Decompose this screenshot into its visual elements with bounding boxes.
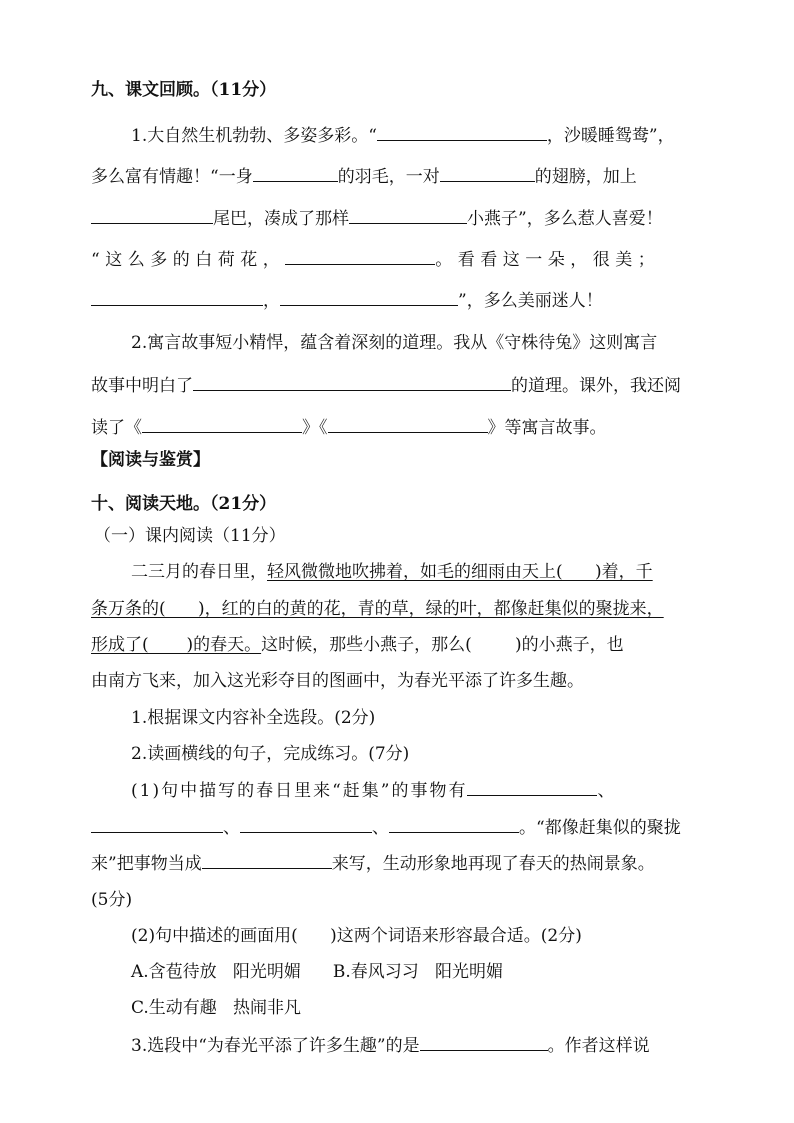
q9-1-text: 。看看这一朵，很美； — [435, 250, 661, 270]
q9-1-line4 — [91, 249, 660, 270]
answer-blank[interactable] — [285, 249, 435, 265]
section10-subheading: （一）课内阅读（11分） — [94, 526, 286, 546]
answer-blank[interactable] — [202, 853, 332, 869]
q9-1-text: ， — [263, 291, 280, 311]
q9-2-line1: 2.寓言故事短小精悍，蕴含着深刻的道理。我从《守株待兔》这则寓言 — [131, 333, 658, 353]
section9-heading: 九、课文回顾。（11分） — [91, 80, 277, 100]
q9-2-line3 — [91, 417, 607, 438]
q9-1-text: 多么富有情趣！“一身 — [91, 167, 253, 187]
q9-1-line3 — [91, 208, 663, 229]
answer-blank[interactable] — [91, 208, 213, 224]
q10-1: 1.根据课文内容补全选段。(2分) — [131, 708, 376, 728]
q9-1-text: 1.大自然生机勃勃、多姿多彩。“ — [131, 126, 377, 146]
q10-2-1-text: 、 — [223, 818, 240, 838]
q10-2-1-score: (5分) — [91, 890, 133, 910]
q9-1-text: 尾巴，凑成了那样 — [213, 209, 349, 229]
passage-line2: 条万条的( )，红的白的黄的花，青的草，绿的叶，都像赶集似的聚拢来， — [91, 599, 664, 619]
q10-2: 2.读画横线的句子，完成练习。(7分) — [131, 744, 410, 764]
q9-1-text: 的翅膀，加上 — [534, 167, 637, 187]
q9-1-text: ”，多么美丽迷人！ — [458, 291, 603, 311]
answer-blank[interactable] — [240, 817, 372, 833]
option-b-text[interactable]: B.春风习习 阳光明媚 — [332, 962, 504, 982]
q9-1-line1 — [131, 125, 675, 146]
q10-2-1-text: 、 — [597, 781, 617, 801]
q9-1-text: 小燕子”，多么惹人喜爱！ — [467, 209, 663, 229]
q10-2-1-text: 、 — [372, 818, 389, 838]
q10-3-text: 3.选段中“为春光平添了许多生趣”的是 — [131, 1036, 420, 1056]
q10-3-text: 。作者这样说 — [547, 1036, 650, 1056]
q10-2-1-line1 — [131, 780, 616, 801]
option-c[interactable]: C.生动有趣 热闹非凡 — [131, 998, 302, 1018]
q10-2-1-line2 — [91, 817, 681, 838]
q9-2-text: 》《 — [302, 418, 328, 438]
q10-2-1-text: 来”把事物当成 — [91, 854, 202, 874]
passage-line4: 由南方飞来，加入这光彩夺目的图画中，为春光平添了许多生趣。 — [91, 671, 584, 691]
answer-blank[interactable] — [91, 290, 263, 306]
answer-blank[interactable] — [467, 780, 597, 796]
answer-blank[interactable] — [142, 417, 302, 433]
answer-blank[interactable] — [328, 417, 488, 433]
q9-2-text: 读了《 — [91, 418, 142, 438]
answer-blank[interactable] — [377, 125, 547, 141]
passage-text: 这时候，那些小燕子，那么( )的小燕子，也 — [261, 635, 624, 655]
answer-blank[interactable] — [280, 290, 458, 306]
option-a[interactable] — [131, 962, 503, 982]
answer-blank[interactable] — [440, 166, 535, 182]
q10-2-1-text: (1)句中描写的春日里来“赶集”的事物有 — [131, 781, 468, 801]
q9-2-text: 故事中明白了 — [91, 376, 193, 396]
q10-3 — [131, 1035, 650, 1056]
answer-blank[interactable] — [253, 166, 338, 182]
q9-2-text: 的道理。课外，我还阅 — [511, 376, 681, 396]
answer-blank[interactable] — [91, 817, 223, 833]
option-a-text: A.含苞待放 阳光明媚 — [131, 962, 301, 982]
answer-blank[interactable] — [389, 817, 519, 833]
passage-line3 — [91, 635, 624, 655]
reading-header: 【阅读与鉴赏】 — [91, 450, 210, 470]
q9-1-line2 — [91, 166, 637, 187]
underlined-sentence: 轻风微微地吹拂着，如毛的细雨由天上( )着，千 — [267, 562, 653, 582]
q10-2-2: (2)句中描述的画面用( )这两个词语来形容最合适。(2分) — [131, 926, 582, 946]
q10-2-1-text: 来写，生动形象地再现了春天的热闹景象。 — [331, 854, 655, 874]
q9-1-text: 的羽毛，一对 — [337, 167, 440, 187]
q9-1-text: “这么多的白荷花， — [91, 250, 286, 270]
underlined-sentence: 形成了( )的春天。 — [91, 635, 262, 655]
q9-1-text: ，沙暖睡鸳鸯”， — [546, 126, 675, 146]
section10-heading: 十、阅读天地。（21分） — [91, 494, 277, 514]
q9-2-text: 》等寓言故事。 — [487, 418, 607, 438]
q10-2-1-line3 — [91, 853, 655, 874]
answer-blank[interactable] — [193, 375, 511, 391]
passage-text: 二三月的春日里， — [131, 562, 267, 582]
answer-blank[interactable] — [420, 1035, 548, 1051]
passage-line1 — [131, 562, 653, 582]
q9-2-line2 — [91, 375, 681, 396]
answer-blank[interactable] — [349, 208, 467, 224]
q10-2-1-text: 。“都像赶集似的聚拢 — [519, 818, 681, 838]
q9-1-line5 — [91, 290, 603, 311]
